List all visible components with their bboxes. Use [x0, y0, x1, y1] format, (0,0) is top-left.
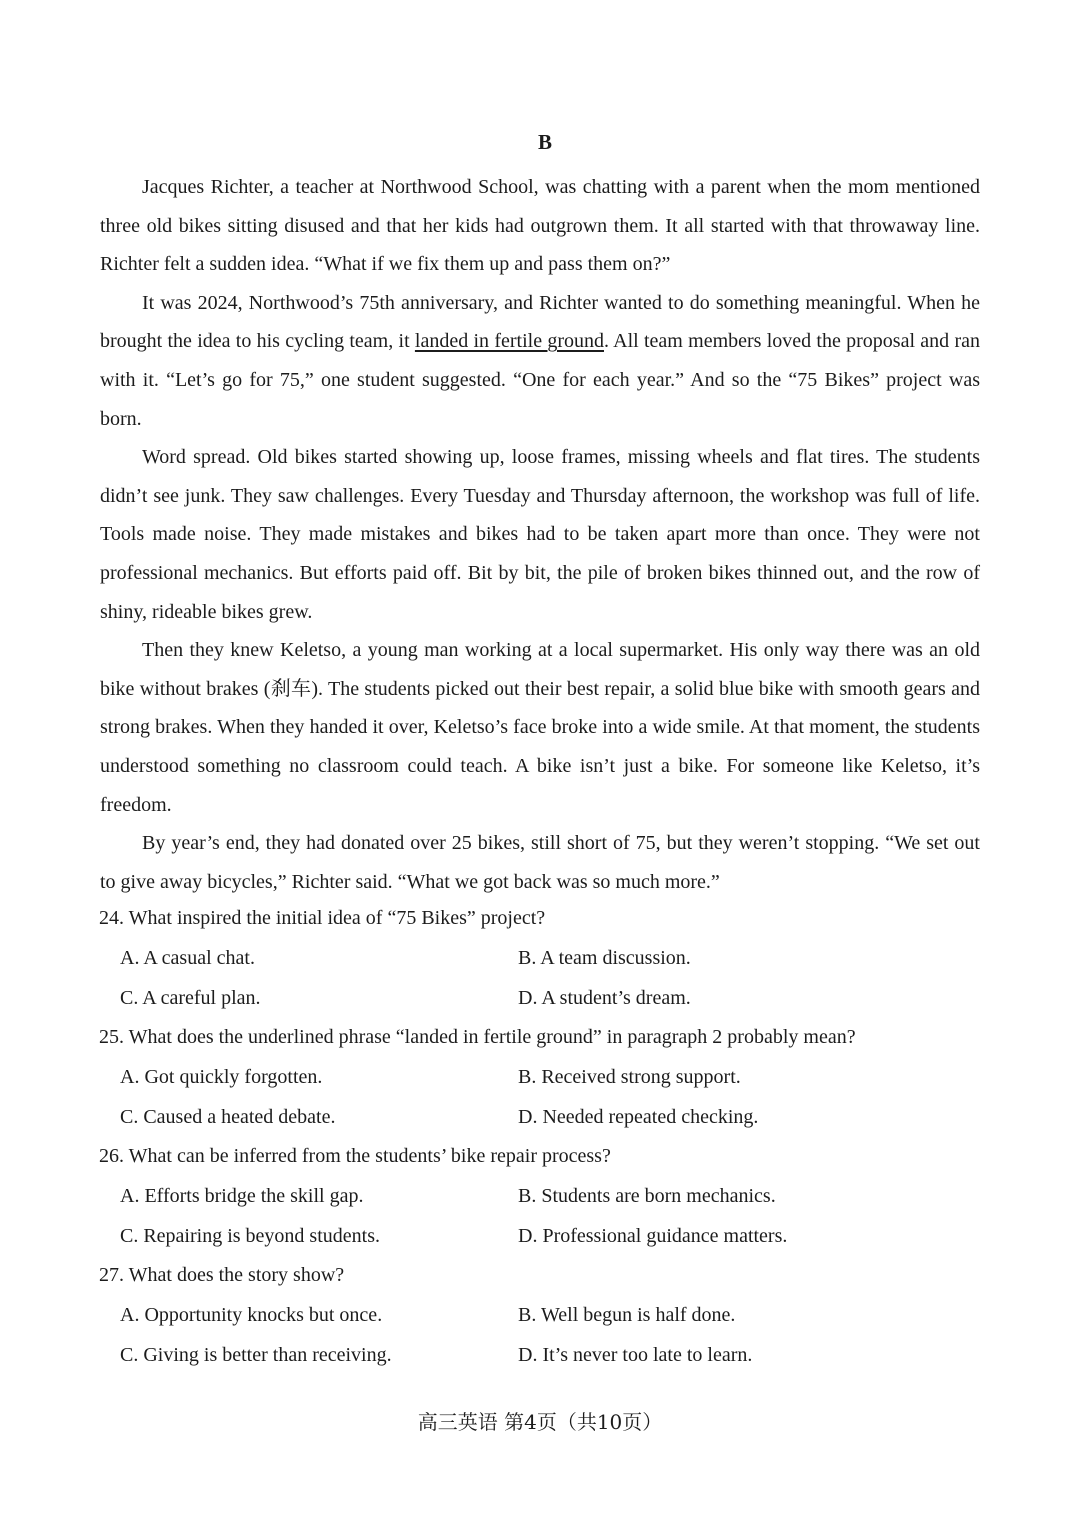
question-stem: 27. What does the story show? [99, 1264, 345, 1286]
option-b: B. Well begun is half done. [518, 1304, 736, 1326]
option-b: B. A team discussion. [518, 947, 691, 969]
option-b: B. Received strong support. [518, 1066, 741, 1088]
option-a: A. Opportunity knocks but once. [120, 1304, 383, 1326]
option-d: D. Professional guidance matters. [518, 1225, 788, 1247]
paragraph-2-start: It was 2024, Northwood’s 75th anniversary, and Richter wanted to do something meaningful. When he brought the idea to his cycling team, it [100, 291, 980, 353]
question-27 [99, 1256, 979, 1375]
option-b: B. Students are born mechanics. [518, 1185, 776, 1207]
reading-passage [100, 168, 980, 901]
section-title: B [537, 130, 552, 154]
question-list [99, 899, 979, 1375]
paragraph-3: Word spread. Old bikes started showing up, loose frames, missing wheels and flat tires. The students didn’t see junk. They saw challenges. Every Tuesday and Thursday afternoon, the workshop was full of life. Tools made noise. They made mistakes and bikes had to be taken apart more than once. They were not professional mechanics. But efforts paid off. Bit by bit, the pile of broken bikes thinned out, and the row of shiny, rideable bikes grew. [100, 446, 980, 623]
paragraph-2-end: . All team members loved the proposal and ran with it. “Let’s go for 75,” one student suggested. “One for each year.” And so the “75 Bikes” project was born. [100, 330, 980, 430]
underlined-phrase: landed in fertile ground [414, 330, 604, 353]
paragraph-2 [100, 284, 980, 438]
option-a: A. Got quickly forgotten. [120, 1066, 323, 1088]
option-d: D. It’s never too late to learn. [518, 1344, 753, 1366]
question-24 [99, 899, 979, 1018]
option-a: A. Efforts bridge the skill gap. [120, 1185, 364, 1207]
question-26 [99, 1137, 979, 1256]
option-c: C. Caused a heated debate. [120, 1106, 336, 1128]
question-stem: 26. What can be inferred from the students’ bike repair process? [99, 1145, 611, 1167]
paragraph-4: Then they knew Keletso, a young man working at a local supermarket. His only way there was an old bike without brakes (刹车). The students picked out their best repair, a solid blue bike with smooth gears and strong brakes. When they handed it over, Keletso’s face broke into a wide smile. At that moment, the students understood something no classroom could teach. A bike isn’t just a bike. For someone like Keletso, it’s freedom. [100, 639, 980, 816]
option-a: A. A casual chat. [120, 947, 255, 969]
paragraph-1: Jacques Richter, a teacher at Northwood School, was chatting with a parent when the mom mentioned three old bikes sitting disused and that her kids had outgrown them. It all started with that throwaway line. Richter felt a sudden idea. “What if we fix them up and pass them on?” [100, 176, 980, 276]
option-d: D. A student’s dream. [518, 987, 691, 1009]
question-25 [99, 1018, 979, 1137]
option-c: C. Repairing is beyond students. [120, 1225, 380, 1247]
option-c: C. A careful plan. [120, 987, 261, 1009]
option-d: D. Needed repeated checking. [518, 1106, 759, 1128]
page-footer: 高三英语 第4页（共10页） [417, 1410, 663, 1434]
option-c: C. Giving is better than receiving. [120, 1344, 392, 1366]
paragraph-5: By year’s end, they had donated over 25 bikes, still short of 75, but they weren’t stopping. “We set out to give away bicycles,” Richter said. “What we got back was so much more.” [100, 832, 980, 893]
question-stem: 25. What does the underlined phrase “landed in fertile ground” in paragraph 2 probably mean? [99, 1026, 856, 1048]
question-stem: 24. What inspired the initial idea of “75 Bikes” project? [99, 907, 546, 929]
